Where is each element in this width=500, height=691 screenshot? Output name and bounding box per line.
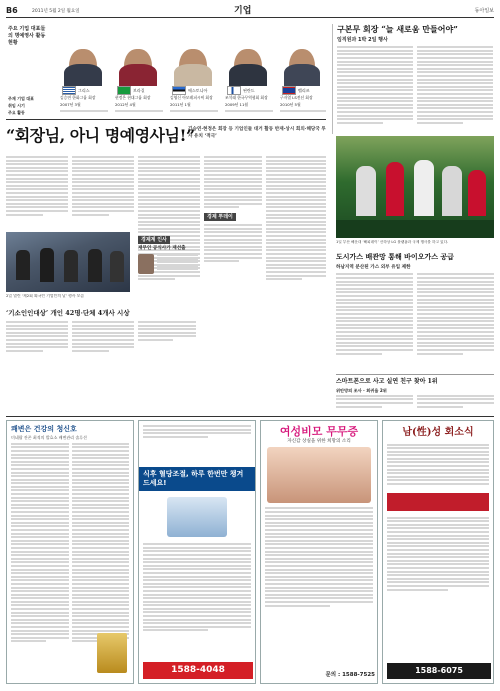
- country-column: [225, 88, 273, 113]
- person-date: 2012년 4월: [115, 102, 136, 107]
- feature-graphic: [6, 24, 326, 120]
- person-date: 2007년 3월: [60, 102, 81, 107]
- country-column: [115, 88, 163, 113]
- person-title: 김승연 한화그룹 회장: [60, 95, 96, 100]
- person-date: 2011년 1월: [170, 102, 191, 107]
- country-column: [60, 88, 108, 113]
- row-label: 취임 시기: [8, 103, 25, 108]
- ad-4-phone[interactable]: 1588-6075: [387, 663, 491, 679]
- ad-3-subtitle: 자신감 상실을 위한 희망의 소리: [287, 438, 351, 444]
- ad-4-banner: [387, 493, 489, 511]
- column-subtitle: 재무인 공식사가 재선출: [138, 246, 186, 252]
- row-labels: [8, 96, 54, 117]
- country-name: 핀란드: [243, 88, 255, 93]
- country-name: 벨리즈: [298, 88, 310, 93]
- page-date: 2011년 5월 2일 월요일: [32, 9, 80, 14]
- right-mid-article: [336, 253, 494, 373]
- portrait-1: [58, 24, 108, 86]
- ad-2-phone[interactable]: 1588-4048: [143, 662, 253, 679]
- feature-sidebar-title: 주요 기업 대표들의 명예영사 활동 현황: [8, 26, 46, 46]
- ad-2[interactable]: [138, 420, 256, 684]
- person-date: 2010년 5월: [280, 102, 301, 107]
- right-mid-title: 도시가스 배관망 통해 바이오가스 공급: [336, 253, 454, 261]
- right-photo-caption: 1일 부산 해운대 ‘해피데이’ 산하상 LG 플랫폼과 국제 행사를 하고 있다.: [336, 240, 449, 244]
- row-label: 주재 기업 대표: [8, 96, 34, 101]
- column-box: [138, 236, 198, 290]
- publisher-name: 동아일보: [474, 8, 494, 14]
- right-photo: [336, 136, 494, 238]
- text-column: [266, 156, 326, 282]
- ad-1-title: 쾌변은 건강의 청신호: [11, 424, 77, 433]
- person-title: 현정은 현대그룹 회장: [115, 95, 151, 100]
- ad-2-product-image: [167, 497, 227, 537]
- row-label: 주요 활동: [8, 110, 25, 115]
- ads-divider: [6, 416, 494, 417]
- right-small-subtitle: 위안망의 조사 · 회귀율 2위: [336, 387, 387, 393]
- ad-4[interactable]: [382, 420, 494, 684]
- ad-3-photo: [267, 447, 371, 503]
- right-top-title: 구본무 회장 “늘 새로움 만들어야”: [337, 24, 458, 34]
- country-name: 그리스: [78, 88, 90, 93]
- main-subheadline: 김승연·현정은 회장 등 기업인들 대거 활동 반재·상시 회의·해당국 투자 유치 ‘적극’: [188, 127, 326, 139]
- text-column: [72, 156, 134, 217]
- ad-3-title: 여성비모 무무증: [279, 425, 359, 438]
- portrait-2: [113, 24, 163, 86]
- portrait-5: [278, 24, 326, 86]
- right-top-subtitle: 임직원과 1박 2일 행사: [337, 37, 388, 43]
- portrait-3: [168, 24, 218, 86]
- ad-4-title: 남(性)성 회소식: [402, 427, 474, 438]
- sub-section-body: [6, 321, 196, 359]
- text-column: [6, 156, 68, 217]
- ad-2-title: 식후 혈당조절, 하루 한번만 챙겨 드세요!: [139, 467, 255, 491]
- main-headline-area: [6, 124, 326, 154]
- person-date: 2009년 11월: [225, 102, 249, 107]
- ad-1-product-image: [97, 633, 127, 673]
- sub-section-title: ‘기소인인대상’ 개인 42명·단체 4개사 시상: [6, 309, 130, 317]
- ad-3-phone[interactable]: 문의 : 1588-7525: [325, 672, 375, 679]
- right-mid-subtitle: 하남지역 분산된 가스 외부 유입 제한: [336, 264, 411, 270]
- right-small-title: 스마트폰으로 사고 실연 친구 찾아 1위: [336, 378, 438, 385]
- ad-3[interactable]: [260, 420, 378, 684]
- event-photo: [6, 232, 130, 292]
- portrait-4: [223, 24, 273, 86]
- country-column: [280, 88, 326, 113]
- right-top-article: [332, 24, 494, 134]
- country-column: [170, 88, 218, 113]
- person-title: 김영신 아모레퍼시픽 회장: [170, 95, 213, 100]
- ad-1-subtitle: 미네랄 잔존 최적의 발효소 배변관리 솔루션: [11, 434, 87, 440]
- right-small-article: [336, 374, 494, 414]
- column-tag: 경제계 인사: [138, 236, 170, 244]
- country-name: 에스토니아: [188, 88, 208, 93]
- page-header: [6, 6, 494, 18]
- person-title: 구자열 LS전선 회장: [280, 95, 313, 100]
- columnist-photo: [138, 254, 154, 274]
- column-label: 경제 투데이: [204, 213, 236, 221]
- feature-table: [6, 88, 326, 120]
- person-title: 조석래 한국무역협회 회장: [225, 95, 268, 100]
- event-photo-caption: 2일 열린 ‘제2회 외국인 기업인의 날’ 행사 모습: [6, 294, 85, 298]
- page-number: B6: [6, 6, 18, 15]
- country-name: 브라질: [133, 88, 145, 93]
- ad-1[interactable]: [6, 420, 134, 684]
- section-title: 기업: [234, 6, 252, 16]
- main-headline: “회장님, 아니 명예영사님!”: [6, 126, 195, 145]
- text-column: [204, 156, 262, 264]
